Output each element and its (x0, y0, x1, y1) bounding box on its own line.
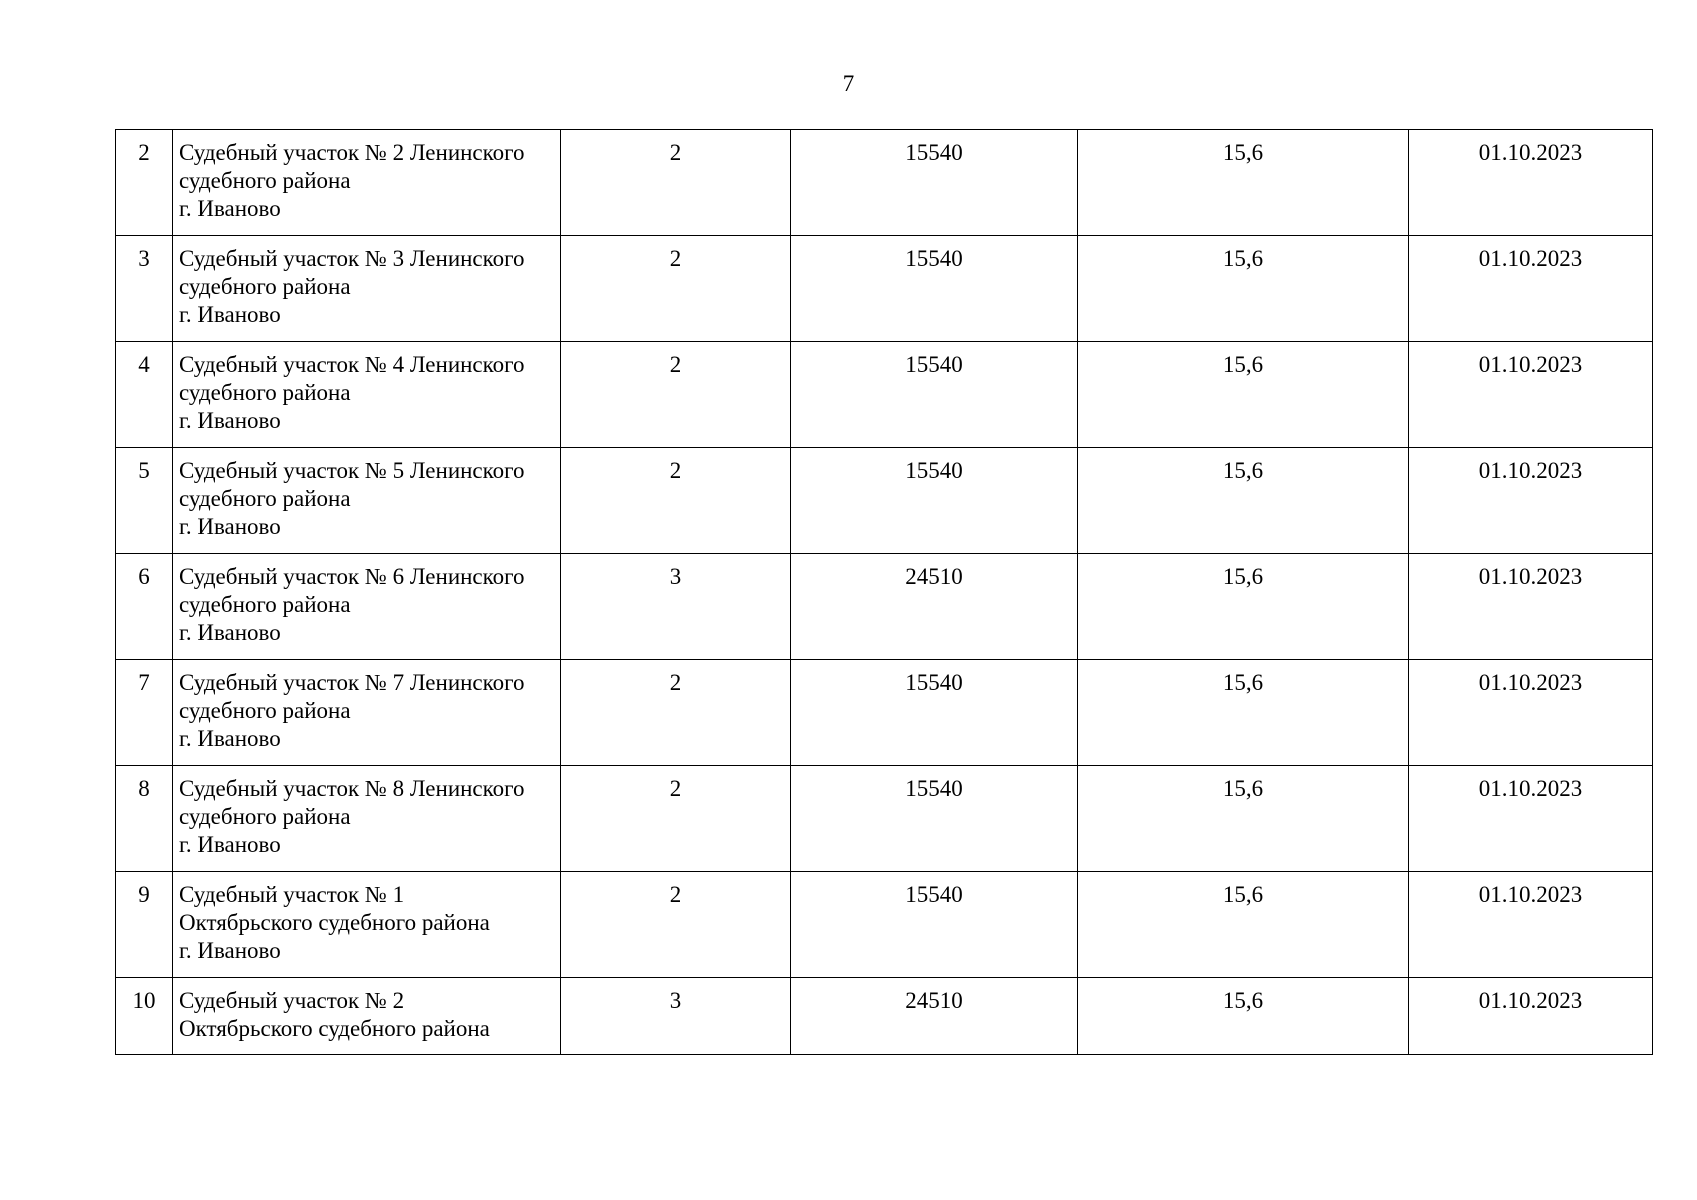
name-line: Судебный участок № 5 Ленинского (179, 458, 525, 483)
name-line: Октябрьского судебного района (179, 910, 490, 935)
court-section-name (173, 130, 561, 236)
name-line: судебного района (179, 698, 351, 723)
table-row (116, 236, 1653, 342)
row-number: 6 (116, 554, 173, 660)
date-value: 01.10.2023 (1409, 448, 1653, 554)
name-line: г. Иваново (179, 832, 281, 857)
percent-value: 15,6 (1078, 872, 1409, 978)
table-row (116, 978, 1653, 1055)
name-line: Судебный участок № 7 Ленинского (179, 670, 525, 695)
row-number: 3 (116, 236, 173, 342)
name-line: судебного района (179, 592, 351, 617)
table-row (116, 872, 1653, 978)
percent-value: 15,6 (1078, 236, 1409, 342)
name-line: г. Иваново (179, 726, 281, 751)
staff-count: 2 (561, 236, 791, 342)
court-section-name (173, 236, 561, 342)
sum-value: 15540 (791, 342, 1078, 448)
percent-value: 15,6 (1078, 130, 1409, 236)
sum-value: 15540 (791, 130, 1078, 236)
table-row (116, 554, 1653, 660)
staff-count: 2 (561, 872, 791, 978)
table-row (116, 448, 1653, 554)
name-line: Судебный участок № 2 (179, 988, 405, 1013)
sum-value: 15540 (791, 448, 1078, 554)
name-line: Судебный участок № 1 (179, 882, 405, 907)
data-table (115, 129, 1653, 1055)
name-line: Судебный участок № 3 Ленинского (179, 246, 525, 271)
court-section-name (173, 872, 561, 978)
row-number: 4 (116, 342, 173, 448)
percent-value: 15,6 (1078, 978, 1409, 1055)
name-line: судебного района (179, 486, 351, 511)
row-number: 10 (116, 978, 173, 1055)
date-value: 01.10.2023 (1409, 236, 1653, 342)
table-row (116, 130, 1653, 236)
row-number: 9 (116, 872, 173, 978)
percent-value: 15,6 (1078, 660, 1409, 766)
name-line: судебного района (179, 804, 351, 829)
staff-count: 2 (561, 448, 791, 554)
name-line: г. Иваново (179, 196, 281, 221)
staff-count: 3 (561, 978, 791, 1055)
staff-count: 2 (561, 342, 791, 448)
date-value: 01.10.2023 (1409, 978, 1653, 1055)
name-line: г. Иваново (179, 302, 281, 327)
date-value: 01.10.2023 (1409, 130, 1653, 236)
date-value: 01.10.2023 (1409, 554, 1653, 660)
table-row (116, 660, 1653, 766)
name-line: г. Иваново (179, 620, 281, 645)
percent-value: 15,6 (1078, 448, 1409, 554)
name-line: судебного района (179, 274, 351, 299)
page-number: 7 (842, 71, 855, 96)
name-line: г. Иваново (179, 938, 281, 963)
percent-value: 15,6 (1078, 766, 1409, 872)
name-line: Судебный участок № 4 Ленинского (179, 352, 525, 377)
court-section-name (173, 660, 561, 766)
percent-value: 15,6 (1078, 342, 1409, 448)
court-section-name (173, 978, 561, 1055)
court-section-name (173, 342, 561, 448)
table-row (116, 342, 1653, 448)
table-row (116, 766, 1653, 872)
sum-value: 15540 (791, 236, 1078, 342)
date-value: 01.10.2023 (1409, 872, 1653, 978)
row-number: 2 (116, 130, 173, 236)
sum-value: 24510 (791, 978, 1078, 1055)
name-line: Судебный участок № 8 Ленинского (179, 776, 525, 801)
percent-value: 15,6 (1078, 554, 1409, 660)
date-value: 01.10.2023 (1409, 342, 1653, 448)
court-section-name (173, 766, 561, 872)
name-line: судебного района (179, 380, 351, 405)
staff-count: 2 (561, 130, 791, 236)
name-line: г. Иваново (179, 514, 281, 539)
row-number: 8 (116, 766, 173, 872)
staff-count: 2 (561, 660, 791, 766)
row-number: 5 (116, 448, 173, 554)
name-line: судебного района (179, 168, 351, 193)
name-line: г. Иваново (179, 408, 281, 433)
row-number: 7 (116, 660, 173, 766)
court-section-name (173, 448, 561, 554)
sum-value: 24510 (791, 554, 1078, 660)
name-line: Октябрьского судебного района (179, 1016, 490, 1041)
date-value: 01.10.2023 (1409, 660, 1653, 766)
staff-count: 2 (561, 766, 791, 872)
staff-count: 3 (561, 554, 791, 660)
sum-value: 15540 (791, 660, 1078, 766)
sum-value: 15540 (791, 872, 1078, 978)
court-section-name (173, 554, 561, 660)
sum-value: 15540 (791, 766, 1078, 872)
date-value: 01.10.2023 (1409, 766, 1653, 872)
name-line: Судебный участок № 2 Ленинского (179, 140, 525, 165)
name-line: Судебный участок № 6 Ленинского (179, 564, 525, 589)
